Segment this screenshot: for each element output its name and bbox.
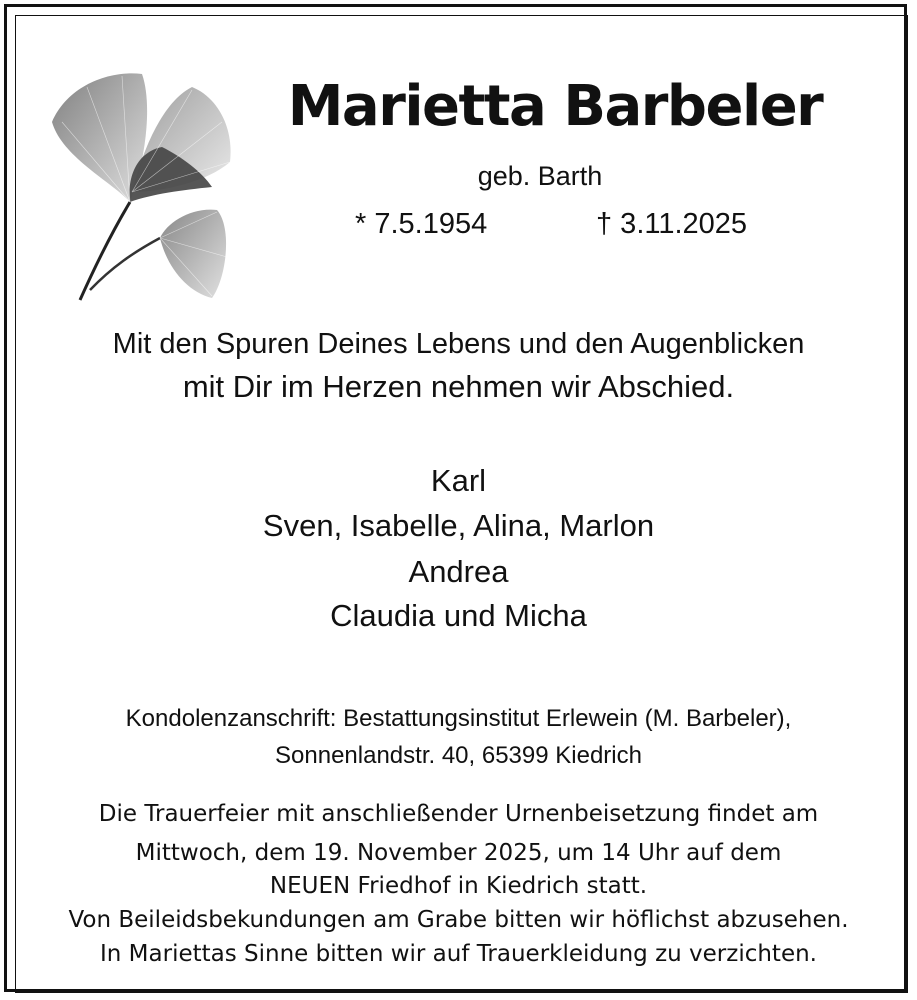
funeral-info-line: Von Beileidsbekundungen am Grabe bitten wir höflichst abzusehen. <box>68 907 849 933</box>
ginkgo-leaves-icon <box>42 62 237 307</box>
funeral-info-line: Die Trauerfeier mit anschließender Urnenbeisetzung findet am <box>98 801 819 827</box>
funeral-info-line: In Mariettas Sinne bitten wir auf Trauerkleidung zu verzichten. <box>100 941 817 967</box>
death-date: † 3.11.2025 <box>596 208 748 240</box>
verse-line: Mit den Spuren Deines Lebens und den Augenblicken <box>112 328 805 360</box>
condolence-address-line: Kondolenzanschrift: Bestattungsinstitut Erlewein (M. Barbeler), <box>125 705 792 732</box>
funeral-info-line: NEUEN Friedhof in Kiedrich statt. <box>269 873 648 899</box>
mourner-line: Karl <box>430 463 487 498</box>
mourner-line: Andrea <box>408 554 509 589</box>
maiden-name: geb. Barth <box>477 161 603 191</box>
condolence-address-line: Sonnenlandstr. 40, 65399 Kiedrich <box>275 742 642 769</box>
funeral-info-line: Mittwoch, dem 19. November 2025, um 14 Uhr auf dem <box>135 840 782 866</box>
birth-date: * 7.5.1954 <box>355 208 488 240</box>
deceased-name: Marietta Barbeler <box>287 74 823 139</box>
mourner-line: Claudia und Micha <box>330 598 587 633</box>
verse-line: mit Dir im Herzen nehmen wir Abschied. <box>182 369 735 404</box>
mourner-line: Sven, Isabelle, Alina, Marlon <box>262 508 655 543</box>
